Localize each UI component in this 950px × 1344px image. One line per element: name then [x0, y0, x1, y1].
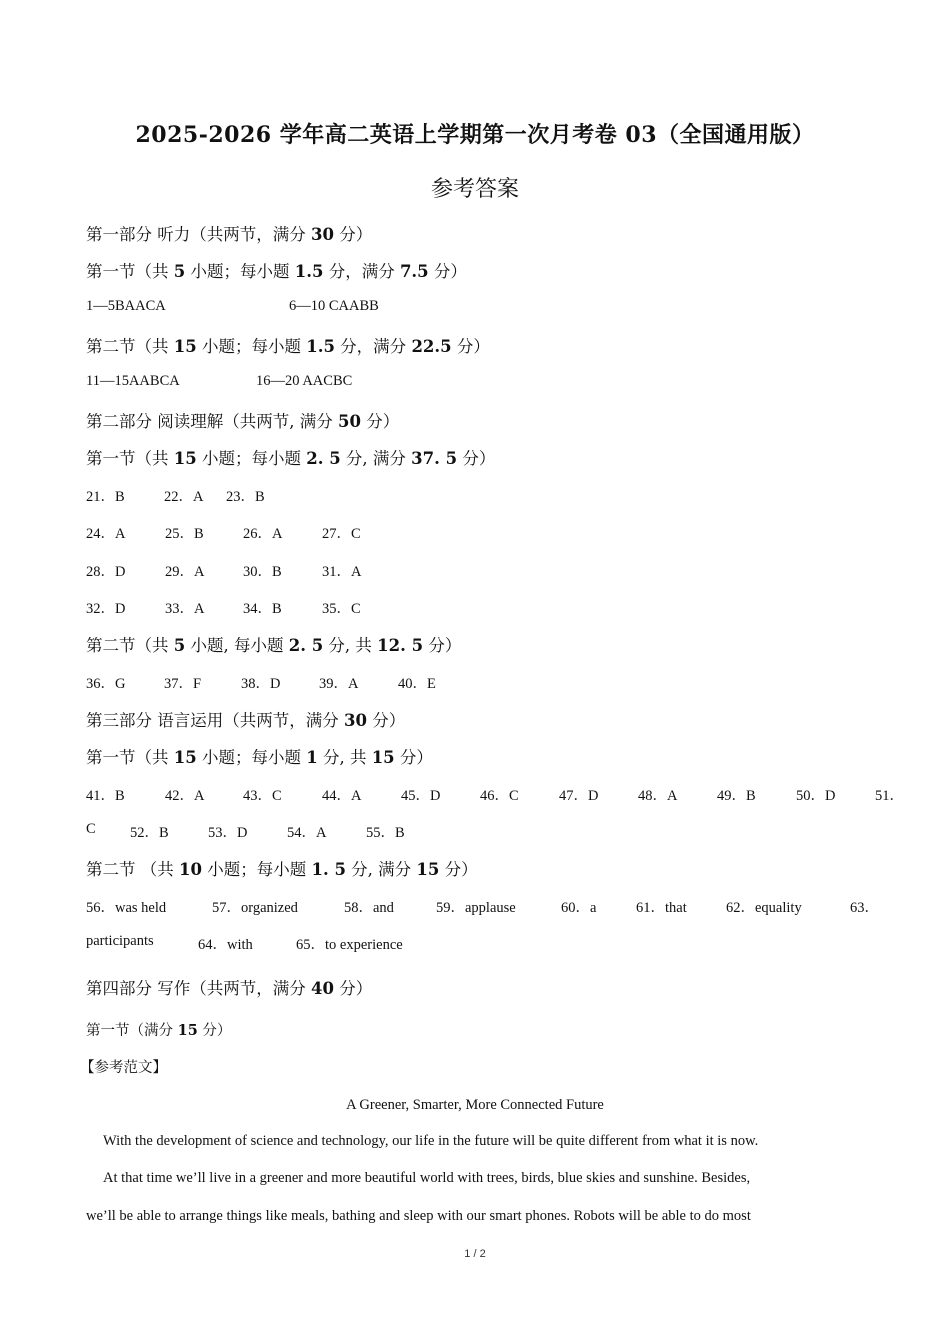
- answer-group: 6—10 CAABB: [289, 298, 379, 314]
- per-score: 1.5: [294, 262, 324, 281]
- count: 15: [173, 337, 197, 356]
- answer-item: 41．B: [86, 788, 125, 804]
- part4-heading: [86, 975, 372, 999]
- page-title: 2025-2026 学年高二英语上学期第一次月考卷 03（全国通用版）: [135, 122, 815, 148]
- text: 分）: [457, 449, 496, 468]
- page-number: 1 / 2: [464, 1248, 486, 1260]
- text: 分, 共: [323, 636, 378, 655]
- essay-line: With the development of science and technology, our life in the future will be quite different from what it is now.: [103, 1133, 759, 1149]
- answer-item: 52．B: [130, 825, 169, 841]
- text: 小题；每小题: [196, 337, 307, 356]
- answer-item: 47．D: [559, 788, 599, 804]
- answer-item: 46．C: [480, 788, 519, 804]
- text: 分）: [360, 412, 400, 431]
- part4-section1-heading: [86, 1019, 231, 1040]
- answer-item: 45．D: [401, 788, 441, 804]
- count: 5: [173, 262, 186, 281]
- answer-item: 23．B: [226, 489, 265, 505]
- text: 小题；每小题: [196, 449, 307, 468]
- text: 第一节（共: [86, 262, 174, 281]
- answer-item: 57．organized: [212, 900, 298, 916]
- answer-item: 58．and: [344, 900, 394, 916]
- text: 第二节（共: [86, 636, 174, 655]
- answer-group: 1—5BAACA: [86, 298, 166, 314]
- text: 分，满分: [323, 262, 400, 281]
- total-score: 15: [371, 748, 395, 767]
- answer-item: 65．to experience: [296, 937, 403, 953]
- answer-item: 29．A: [165, 564, 205, 580]
- sample-essay-label: 【参考范文】: [80, 1060, 167, 1076]
- answer-item: 40．E: [398, 676, 436, 692]
- count: 10: [179, 860, 202, 879]
- answer-item: 63．: [850, 900, 879, 916]
- answer-item: 32．D: [86, 601, 126, 617]
- answer-item: 43．C: [243, 788, 282, 804]
- score: 15: [177, 1022, 198, 1039]
- answer-item: 62．equality: [726, 900, 802, 916]
- answer-item: 55．B: [366, 825, 405, 841]
- text: 第二部分 阅读理解（共两节, 满分: [86, 412, 338, 431]
- answer-item: participants: [86, 933, 154, 949]
- text: 第三部分 语言运用（共两节，满分: [86, 711, 344, 730]
- part1-section1-heading: [86, 258, 467, 282]
- answer-item: 22．A: [164, 489, 204, 505]
- answer-item: 28．D: [86, 564, 126, 580]
- score: 40: [311, 979, 334, 998]
- answer-item: 21．B: [86, 489, 125, 505]
- answer-item: 26．A: [243, 526, 283, 542]
- per-score: 1: [306, 748, 318, 767]
- text: 分）: [333, 979, 373, 998]
- answer-item: 33．A: [165, 601, 205, 617]
- answer-item: 48．A: [638, 788, 678, 804]
- answer-item: 39．A: [319, 676, 359, 692]
- per-score: 2. 5: [306, 449, 341, 468]
- per-score: 1.5: [306, 337, 335, 356]
- part2-section1-heading: [86, 445, 495, 469]
- answer-item: C: [86, 821, 96, 837]
- score: 30: [344, 711, 367, 730]
- text: 第二节 （共: [86, 860, 179, 879]
- total-score: 12. 5: [377, 636, 424, 655]
- total-score: 22.5: [411, 337, 452, 356]
- text: 小题；每小题: [201, 860, 312, 879]
- answer-item: 60．a: [561, 900, 597, 916]
- text: 分）: [451, 337, 490, 356]
- answer-item: 34．B: [243, 601, 282, 617]
- answer-item: 53．D: [208, 825, 248, 841]
- answer-item: 49．B: [717, 788, 756, 804]
- answer-item: 51．: [875, 788, 904, 804]
- answer-item: 25．B: [165, 526, 204, 542]
- text: 第二节（共: [86, 337, 174, 356]
- answer-item: 30．B: [243, 564, 282, 580]
- answer-item: 36．G: [86, 676, 126, 692]
- text: 小题, 每小题: [185, 636, 289, 655]
- text: 分）: [428, 262, 467, 281]
- page-subtitle: 参考答案: [430, 177, 519, 202]
- text: 第一节（满分: [86, 1023, 178, 1039]
- text: 分, 满分: [345, 860, 417, 879]
- part2-heading: [86, 408, 399, 432]
- answer-item: 56．was held: [86, 900, 167, 916]
- text: 分）: [197, 1023, 232, 1039]
- count: 15: [173, 748, 197, 767]
- part2-section2-heading: [86, 632, 461, 656]
- text: 分, 共: [317, 748, 372, 767]
- essay-line: we’ll be able to arrange things like meals, bathing and sleep with our smart phones. Robots will be able to do most: [86, 1208, 751, 1224]
- answer-item: 37．F: [164, 676, 202, 692]
- answer-item: 50．D: [796, 788, 836, 804]
- answer-item: 31．A: [322, 564, 362, 580]
- part1-heading-score: 30: [311, 225, 334, 244]
- text: 分）: [423, 636, 462, 655]
- essay-title: A Greener, Smarter, More Connected Future: [346, 1097, 604, 1113]
- text: 分，满分: [334, 337, 412, 356]
- part1-section2-heading: [86, 333, 490, 357]
- total-score: 7.5: [399, 262, 429, 281]
- text: 第一节（共: [86, 449, 174, 468]
- answer-item: 59．applause: [436, 900, 516, 916]
- part1-heading-text: 第一部分 听力（共两节，满分: [86, 225, 311, 244]
- text: 分）: [394, 748, 433, 767]
- answer-group: 11—15AABCA: [86, 373, 180, 389]
- per-score: 1. 5: [311, 860, 346, 879]
- part3-section1-heading: [86, 744, 433, 768]
- answer-item: 24．A: [86, 526, 126, 542]
- answer-item: 64．with: [198, 937, 253, 953]
- text: 小题；每小题: [196, 748, 307, 767]
- count: 15: [173, 449, 197, 468]
- text: 分）: [439, 860, 478, 879]
- part3-section2-heading: [86, 856, 478, 880]
- answer-item: 54．A: [287, 825, 327, 841]
- answer-item: 44．A: [322, 788, 362, 804]
- text: 第一节（共: [86, 748, 174, 767]
- answer-item: 61．that: [636, 900, 687, 916]
- part1-heading-suffix: 分）: [333, 225, 373, 244]
- total-score: 37. 5: [411, 449, 458, 468]
- count: 5: [173, 636, 186, 655]
- text: 小题；每小题: [185, 262, 295, 281]
- total-score: 15: [416, 860, 440, 879]
- part3-heading: [86, 707, 405, 731]
- text: 分, 满分: [340, 449, 412, 468]
- per-score: 2. 5: [288, 636, 324, 655]
- answer-item: 35．C: [322, 601, 361, 617]
- text: 第四部分 写作（共两节，满分: [86, 979, 311, 998]
- essay-line: At that time we’ll live in a greener and more beautiful world with trees, birds, blue skies and sunshine. Besides,: [103, 1170, 751, 1186]
- answer-item: 42．A: [165, 788, 205, 804]
- answer-group: 16—20 AACBC: [256, 373, 353, 389]
- text: 分）: [366, 711, 406, 730]
- part1-heading: [86, 221, 372, 245]
- answer-item: 27．C: [322, 526, 361, 542]
- answer-item: 38．D: [241, 676, 281, 692]
- score: 50: [337, 412, 361, 431]
